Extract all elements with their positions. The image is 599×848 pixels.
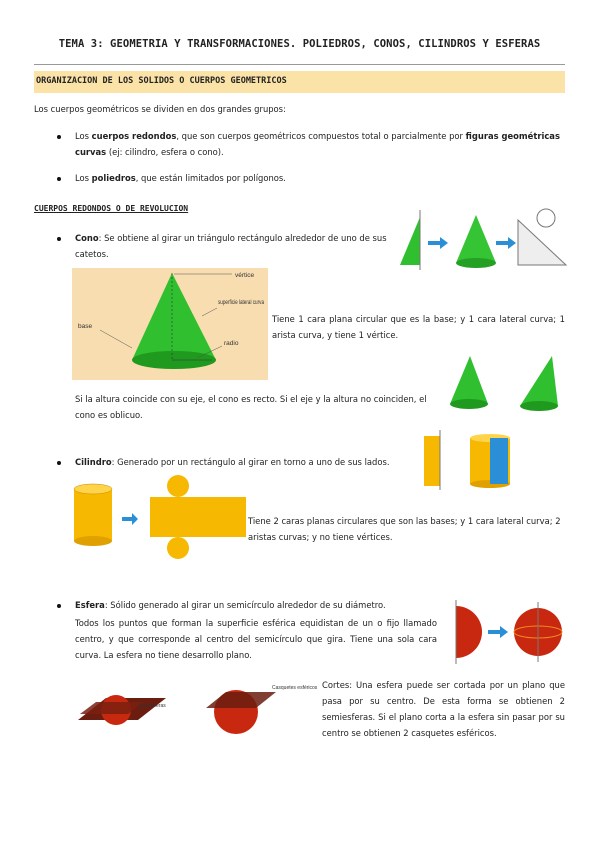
esfera-description: Todos los puntos que forman la superficie esférica equidistan de un o fijo llamado centro, y que corresponde al centro del semicírculo que gira. Tiene una sola cara curva. La esfera no tiene desarrollo plano. bbox=[75, 618, 437, 660]
cilindro-development-diagram bbox=[70, 475, 250, 563]
cono-recto-oblicuo-text: Si la altura coincide con su eje, el cono es recto. Si el eje y la altura no coinciden, el cono es oblicuo. bbox=[75, 394, 427, 420]
cilindro-description: Tiene 2 caras planas circulares que son las bases; y 1 cara lateral curva; 2 aristas curvas; y no tiene vértices. bbox=[248, 516, 561, 542]
esfera-text: Esfera: Sólido generado al girar un semicírculo alrededor de su diámetro. bbox=[75, 600, 386, 610]
intro-text: Los cuerpos geométricos se dividen en dos grandes grupos: bbox=[34, 104, 286, 114]
esfera-cortes-text: Cortes: Una esfera puede ser cortada por un plano que pasa por su centro. De esta forma se obtienen 2 semiesferas. Si el plano corta a la esfera sin pasar por su centro se obtienen 2 casquetes esféricos. bbox=[322, 680, 565, 738]
label-radio: radio bbox=[224, 340, 239, 347]
label-vertice: vértice bbox=[235, 272, 255, 279]
label-semiesferas: Semiesferas bbox=[138, 703, 166, 709]
cono-description: Tiene 1 cara plana circular que es la base; y 1 cara lateral curva; 1 arista curva, y tiene 1 vértice. bbox=[272, 314, 565, 340]
cono-recto-oblicuo-diagram bbox=[440, 352, 570, 414]
bullet-dot bbox=[57, 461, 61, 465]
label-casquetes: Casquetes esféricos bbox=[272, 685, 318, 691]
section-heading-box bbox=[34, 71, 565, 93]
cilindro-text: Cilindro: Generado por un rectángulo al girar en torno a uno de sus lados. bbox=[75, 457, 390, 467]
cono-generation-diagram bbox=[398, 205, 568, 275]
subheading-revolucion: CUERPOS REDONDOS O DE REVOLUCION bbox=[34, 204, 189, 213]
cilindro-generation-diagram bbox=[422, 430, 522, 490]
title-divider bbox=[34, 64, 565, 65]
label-base: base bbox=[78, 323, 93, 330]
bullet-dot bbox=[57, 177, 61, 181]
label-superficie: superficie lateral curva bbox=[218, 299, 265, 306]
cono-text: Cono: Se obtiene al girar un triángulo rectángulo alrededor de uno de sus catetos. bbox=[75, 233, 387, 259]
bullet-poliedros: Los poliedros, que están limitados por polígonos. bbox=[75, 173, 286, 183]
cono-parts-diagram bbox=[72, 268, 268, 380]
section-heading: ORGANIZACION DE LOS SOLIDOS O CUERPOS GEOMETRICOS bbox=[36, 76, 287, 86]
esfera-generation-diagram bbox=[448, 600, 568, 664]
page-title: TEMA 3: GEOMETRIA Y TRANSFORMACIONES. POLIEDROS, CONOS, CILINDROS Y ESFERAS bbox=[58, 38, 541, 50]
bullet-dot bbox=[57, 135, 61, 139]
bullet-dot bbox=[57, 604, 61, 608]
esfera-cortes-diagram bbox=[76, 680, 316, 740]
bullet-dot bbox=[57, 237, 61, 241]
bullet-cuerpos-redondos: Los cuerpos redondos, que son cuerpos geométricos compuestos total o parcialmente por figuras geométricas curvas (ej: cilindro, esfera o cono). bbox=[75, 131, 560, 157]
